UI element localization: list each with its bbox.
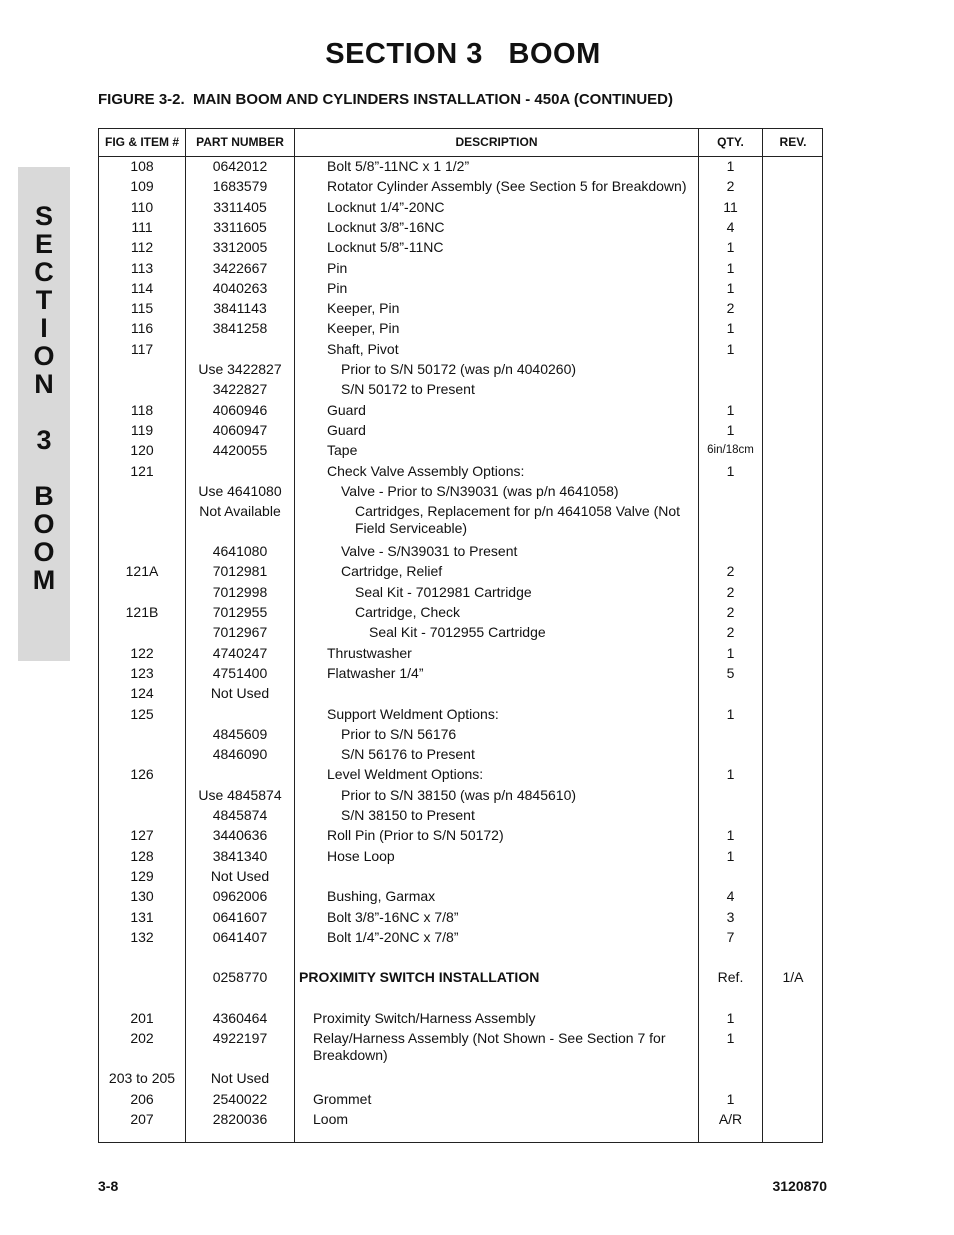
item-number: 115 [130,300,154,317]
item-number: 116 [130,320,154,337]
item-number: 124 [130,685,154,702]
page-number: 3-8 [98,1178,119,1194]
part-number: 7012998 [212,583,268,600]
description: Roll Pin (Prior to S/N 50172) [327,827,504,844]
header-divider [99,156,822,157]
item-number: 129 [130,867,154,884]
part-number: Not Available [199,503,281,520]
side-tab-letter: O [33,537,55,567]
description: Seal Kit - 7012955 Cartridge [369,624,546,641]
quantity: 1 [726,259,735,276]
description: Grommet [313,1090,372,1107]
quantity: 4 [726,888,735,905]
quantity: 1 [726,1030,735,1047]
description: Bolt 1/4”-20NC x 7/8” [327,928,459,945]
description: Relay/Harness Assembly (Not Shown - See Section 7 for Breakdown) [313,1030,666,1064]
side-tab-letter: I [40,313,48,343]
item-number: 121 [130,462,154,479]
part-number: Use 4641080 [198,482,282,499]
description: Hose Loop [327,847,395,864]
part-number: 3841340 [212,847,268,864]
quantity: 1 [726,827,735,844]
part-number: 4845874 [212,807,268,823]
part-number: 0962006 [212,888,268,905]
description: Locknut 1/4”-20NC [327,198,445,215]
quantity: 2 [726,300,735,317]
description: Locknut 5/8”-11NC [327,239,444,256]
part-number: 4360464 [212,1010,268,1026]
quantity: 1 [726,279,735,296]
side-tab-letter: N [34,369,54,399]
side-tab-letter: T [35,285,53,315]
description: Pin [327,279,348,296]
description: Cartridges, Replacement for p/n 4641058 Valve (Not Field Serviceable) [355,503,681,537]
part-number: 4060946 [212,401,268,418]
quantity: 1 [726,158,735,174]
description: Keeper, Pin [327,320,400,337]
quantity: 1 [726,705,735,722]
part-number: 3440636 [212,827,268,844]
part-number: Not Used [210,685,270,702]
item-number: 109 [130,178,154,195]
item-number: 127 [130,827,154,844]
part-number: 0641407 [212,928,268,945]
description: Cartridge, Check [355,604,461,620]
description: Bolt 3/8”-16NC x 7/8” [327,908,459,925]
part-number: 0641607 [212,908,268,925]
side-tab-letter: E [34,229,53,259]
quantity: Ref. [717,969,744,986]
description: Prior to S/N 56176 [341,725,457,742]
part-number: 7012981 [212,563,268,580]
item-number: 121A [125,563,159,580]
description: S/N 38150 to Present [341,807,475,823]
part-number: 4922197 [212,1030,268,1047]
description: Locknut 3/8”-16NC [327,218,445,235]
part-number: 3312005 [212,239,268,256]
part-number: 1683579 [212,178,268,195]
part-number: 4420055 [212,442,268,459]
description: Shaft, Pivot [327,340,399,357]
quantity: 1 [726,1090,735,1107]
description: Cartridge, Relief [341,563,443,580]
part-number: Use 3422827 [198,361,282,377]
description: Bolt 5/8”-11NC x 1 1/2” [327,158,470,174]
quantity: 6in/18cm [707,444,754,457]
description: Thrustwasher [327,644,412,661]
description: Flatwasher 1/4” [327,664,424,681]
header-rev: REV. [779,135,807,149]
section-side-tab [18,167,70,661]
item-number: 111 [131,218,153,235]
item-number: 201 [130,1010,154,1026]
quantity: 1 [726,401,735,418]
item-number: 132 [130,928,154,945]
part-number: 3311605 [213,218,267,235]
quantity: 1 [726,340,735,357]
item-number: 125 [130,705,154,722]
description: Guard [327,401,366,418]
quantity: 2 [726,604,735,620]
item-number: 121B [125,604,159,620]
part-number: 4740247 [212,644,268,661]
side-tab-letter: O [33,341,55,371]
side-tab-letter: S [34,201,53,231]
quantity: 1 [726,644,735,661]
part-number: 0258770 [212,969,268,986]
header-qty: QTY. [717,135,744,149]
part-number: 0642012 [212,158,268,174]
page-title: SECTION 3 BOOM [325,38,601,70]
description: Prior to S/N 38150 (was p/n 4845610) [341,786,577,803]
description: Pin [327,259,348,276]
item-number: 207 [130,1110,154,1127]
quantity: 2 [726,563,735,580]
description: Level Weldment Options: [327,766,484,783]
side-tab-letter: M [32,565,56,595]
item-number: 113 [130,259,154,276]
column-divider [294,129,295,1142]
item-number: 130 [130,888,154,905]
item-number: 203 to 205 [108,1070,176,1087]
description: Proximity Switch/Harness Assembly [313,1010,536,1026]
part-number: 4060947 [212,421,268,438]
part-number: 7012955 [212,604,268,620]
item-number: 119 [130,421,154,438]
part-number: Not Used [210,1070,270,1087]
header-part-number: PART NUMBER [196,135,284,149]
part-number: 4751400 [212,664,268,681]
quantity: 3 [726,908,735,925]
description: Seal Kit - 7012981 Cartridge [355,583,532,600]
header-description: DESCRIPTION [455,135,538,149]
item-number: 123 [130,664,154,681]
quantity: 1 [726,320,735,337]
revision: 1/A [782,969,804,986]
item-number: 128 [130,847,154,864]
item-number: 202 [130,1030,154,1047]
part-number: 2540022 [212,1090,268,1107]
description: S/N 56176 to Present [341,746,475,763]
description: Check Valve Assembly Options: [327,462,525,479]
part-number: 3311405 [213,198,267,215]
item-number: 118 [130,401,154,418]
item-number: 108 [130,158,154,174]
quantity: 2 [726,624,735,641]
description: Support Weldment Options: [327,705,499,722]
quantity: 7 [726,928,735,945]
description: Loom [313,1110,349,1127]
quantity: 1 [726,421,735,438]
description: Valve - S/N39031 to Present [341,543,518,560]
side-tab-letter: B [34,481,54,511]
item-number: 110 [130,198,154,215]
part-number: 3422667 [212,259,268,276]
part-number: 4845609 [212,725,268,742]
description: PROXIMITY SWITCH INSTALLATION [299,969,540,986]
quantity: 1 [726,1010,735,1026]
part-number: 4846090 [212,746,268,763]
item-number: 206 [130,1090,154,1107]
part-number: 3841258 [212,320,268,337]
description: Rotator Cylinder Assembly (See Section 5 for Breakdown) [327,178,687,195]
description: Prior to S/N 50172 (was p/n 4040260) [341,361,577,377]
item-number: 112 [130,239,154,256]
quantity: A/R [718,1110,743,1127]
quantity: 2 [726,583,735,600]
part-number: 4040263 [212,279,268,296]
description: S/N 50172 to Present [341,381,475,398]
item-number: 126 [130,766,154,783]
part-number: 2820036 [212,1110,268,1127]
side-tab-letter: O [33,509,55,539]
side-tab-letter: C [34,257,54,287]
part-number: 3841143 [213,300,267,317]
item-number: 120 [130,442,154,459]
part-number: 3422827 [212,381,268,398]
description: Guard [327,421,366,438]
description: Keeper, Pin [327,300,400,317]
part-number: Not Used [210,867,270,884]
item-number: 114 [130,279,154,296]
part-number: Use 4845874 [198,786,282,803]
item-number: 131 [130,908,154,925]
parts-table [98,128,823,1143]
quantity: 5 [726,664,735,681]
quantity: 11 [723,198,738,215]
header-item: FIG & ITEM # [104,135,179,149]
item-number: 117 [130,340,154,357]
side-tab-letter: 3 [36,425,52,455]
column-divider [762,129,763,1142]
document-number: 3120870 [772,1178,827,1194]
figure-title: FIGURE 3-2. MAIN BOOM AND CYLINDERS INSTALLATION - 450A (CONTINUED) [98,91,674,108]
description: Valve - Prior to S/N39031 (was p/n 4641058) [341,482,619,499]
quantity: 1 [726,462,735,479]
item-number: 122 [130,644,154,661]
quantity: 1 [726,239,735,256]
description: Tape [327,442,358,459]
quantity: 4 [726,218,735,235]
description: Bushing, Garmax [327,888,436,905]
part-number: 7012967 [212,624,268,641]
quantity: 2 [726,178,735,195]
part-number: 4641080 [212,543,268,560]
quantity: 1 [726,766,735,783]
quantity: 1 [726,847,735,864]
